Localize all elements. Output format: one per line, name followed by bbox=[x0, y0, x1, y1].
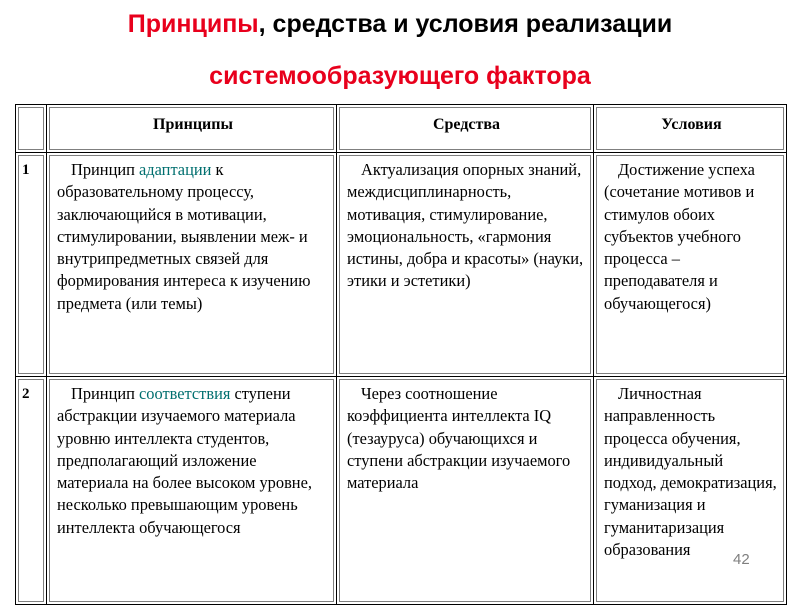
header-cell-means: Средства bbox=[337, 105, 594, 153]
principle-prefix: Принцип bbox=[71, 160, 139, 179]
title-text: , средства и условия реализации bbox=[258, 10, 673, 38]
row-number-cell: 1 bbox=[16, 153, 47, 377]
principle-prefix: Принцип bbox=[71, 384, 139, 403]
header-cell-number bbox=[16, 105, 47, 153]
conditions-cell bbox=[594, 377, 787, 605]
conditions-text: Личностная направленность процесса обучения, индивидуальный подход, демократизация, гуманизация и гуманитаризация образования bbox=[604, 384, 777, 560]
principle-term: адаптации bbox=[139, 160, 212, 179]
principle-description: к образовательному процессу, заключающийся в мотивации, стимулировании, выявлении меж- и внутрипредметных связей для формирования интереса к изучению предмета (или темы) bbox=[57, 160, 311, 313]
header-cell-conditions: Условия bbox=[594, 105, 787, 153]
table-row bbox=[16, 377, 787, 605]
means-text: Актуализация опорных знаний, междисциплинарность, мотивация, стимулирование, эмоциональность, «гармония истины, добра и красоты» (науки, этики и эстетики) bbox=[347, 160, 584, 291]
slide-title-line-1 bbox=[0, 10, 800, 39]
principles-table bbox=[15, 104, 787, 605]
means-text: Через соотношение коэффициента интеллекта IQ (тезауруса) обучающихся и ступени абстракции изучаемого материала bbox=[347, 384, 571, 493]
means-cell bbox=[337, 153, 594, 377]
principle-cell bbox=[47, 153, 337, 377]
principle-cell bbox=[47, 377, 337, 605]
principle-term: соответствия bbox=[139, 384, 231, 403]
slide-title-line-2: системообразующего фактора bbox=[209, 62, 591, 90]
table-header-row bbox=[16, 105, 787, 153]
means-cell bbox=[337, 377, 594, 605]
conditions-text: Достижение успеха (сочетание мотивов и стимулов обоих субъектов учебного процесса – преподавателя и обучающегося) bbox=[604, 160, 755, 313]
table-row bbox=[16, 153, 787, 377]
slide-number: 42 bbox=[733, 551, 750, 568]
conditions-cell bbox=[594, 153, 787, 377]
principle-description: ступени абстракции изучаемого материала уровню интеллекта студентов, предполагающий изложение материала на более высоком уровне, несколько превышающим уровень интеллекта обучающегося bbox=[57, 384, 312, 537]
header-cell-principles: Принципы bbox=[47, 105, 337, 153]
title-highlight: Принципы bbox=[127, 10, 259, 38]
row-number-cell: 2 bbox=[16, 377, 47, 605]
